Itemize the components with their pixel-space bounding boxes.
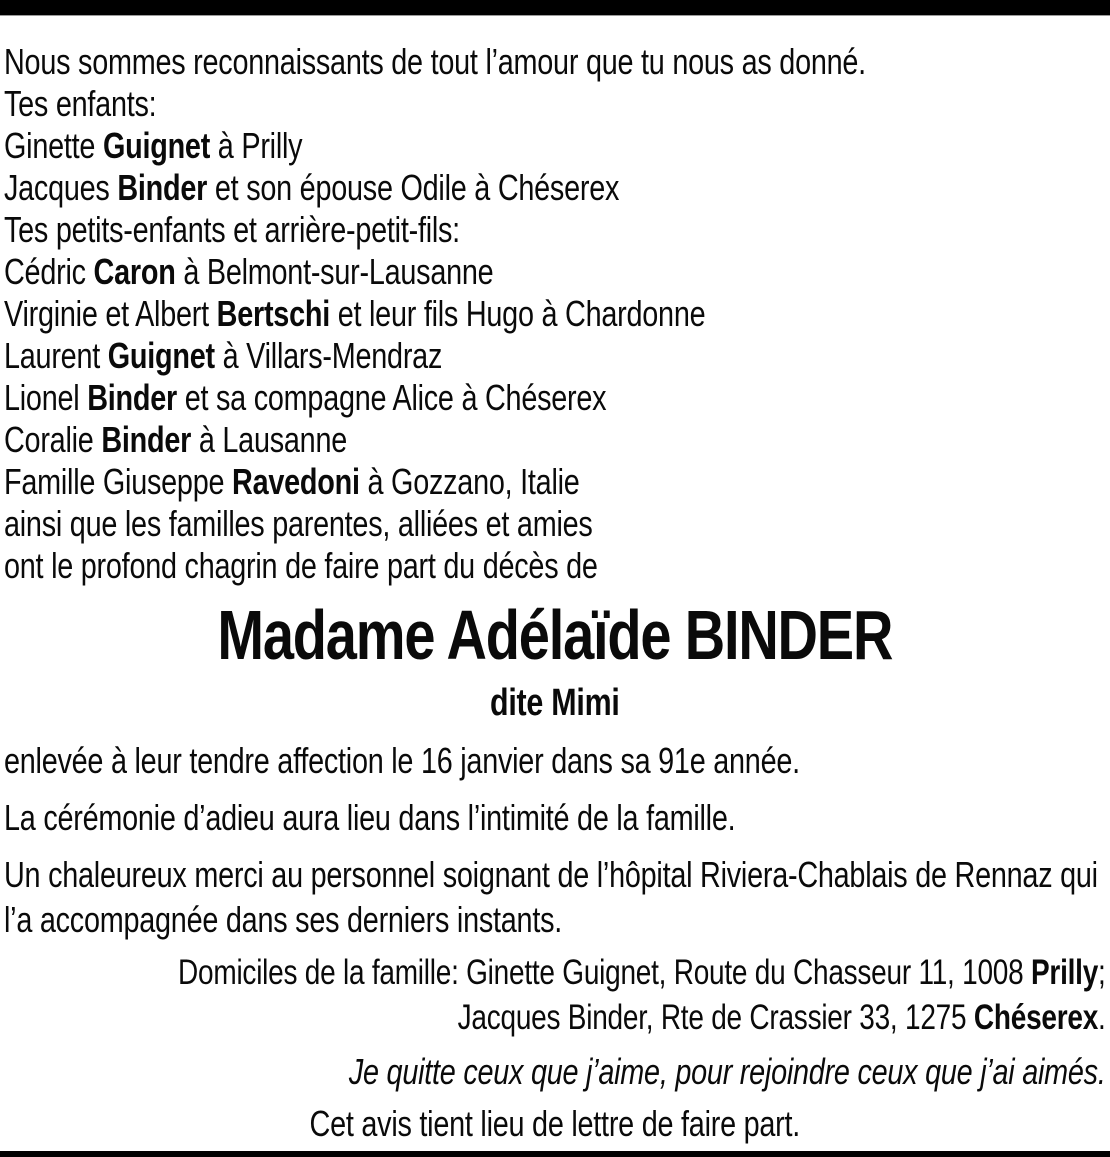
emphasized-name: Guignet	[102, 125, 211, 166]
text-segment: Domiciles de la famille: Ginette Guignet, Route du Chasseur 11, 1008	[178, 953, 1032, 992]
emphasized-name: Binder	[87, 377, 177, 418]
text-line	[4, 167, 1106, 209]
text-line	[4, 83, 1106, 125]
text-line	[4, 377, 1106, 419]
deceased-name-title: Madame Adélaïde BINDER	[217, 596, 893, 674]
memorial-quote: Je quitte ceux que j’aime, pour rejoindre ceux que j’ai aimés.	[348, 1051, 1106, 1092]
text-line	[4, 461, 1106, 503]
text-segment: Nous sommes reconnaissants de tout l’amour que tu nous as donné.	[4, 41, 866, 82]
text-segment: à Gozzano, Italie	[359, 461, 580, 502]
text-segment: Famille Giuseppe	[4, 461, 233, 502]
emphasized-name: Guignet	[107, 335, 215, 376]
emphasized-name: Binder	[117, 167, 208, 208]
text-line	[4, 545, 1106, 587]
text-line	[4, 293, 1106, 335]
emphasized-name: Binder	[101, 419, 192, 460]
emphasized-name: Prilly	[1031, 953, 1099, 992]
text-segment: à Prilly	[210, 125, 303, 166]
top-rule	[0, 0, 1110, 16]
text-segment: ;	[1098, 953, 1106, 992]
emphasized-name: Caron	[93, 251, 176, 292]
text-segment: à Villars-Mendraz	[214, 335, 443, 376]
family-addresses	[4, 950, 1106, 1040]
text-segment: .	[1098, 998, 1106, 1037]
text-segment: Laurent	[4, 335, 108, 376]
text-segment: ont le profond chagrin de faire part du décès de	[4, 545, 598, 586]
text-segment: et son épouse Odile à Chéserex	[207, 167, 620, 208]
text-segment: à Belmont-sur-Lausanne	[175, 251, 494, 292]
text-line	[4, 950, 1106, 995]
emphasized-name: Ravedoni	[232, 461, 360, 502]
text-segment: ainsi que les familles parentes, alliées et amies	[4, 503, 593, 544]
text-line	[4, 41, 1106, 83]
text-line	[4, 209, 1106, 251]
text-segment: Tes petits-enfants et arrière-petit-fils:	[4, 209, 460, 250]
text-line	[4, 251, 1106, 293]
text-segment: et sa compagne Alice à Chéserex	[176, 377, 607, 418]
text-segment: Lionel	[4, 377, 88, 418]
text-segment: Tes enfants:	[4, 83, 157, 124]
notice-content	[0, 15, 1110, 1146]
text-line	[4, 503, 1106, 545]
emphasized-name: Chéserex	[973, 998, 1099, 1037]
text-line	[4, 995, 1106, 1040]
thanks-message: Un chaleureux merci au personnel soignant de l’hôpital Riviera-Chablais de Rennaz qui l’a accompagnée dans ses derniers instants.	[4, 854, 1098, 940]
text-line	[4, 419, 1106, 461]
text-segment: Virginie et Albert	[4, 293, 217, 334]
ceremony-info: La cérémonie d’adieu aura lieu dans l’intimité de la famille.	[4, 797, 736, 838]
text-segment: Jacques	[4, 167, 118, 208]
text-segment: Coralie	[4, 419, 102, 460]
text-line	[4, 125, 1106, 167]
text-segment: Jacques Binder, Rte de Crassier 33, 1275	[457, 998, 974, 1037]
emphasized-name: Bertschi	[216, 293, 330, 334]
family-intro-lines	[4, 41, 1106, 587]
text-segment: à Lausanne	[191, 419, 348, 460]
nickname-subtitle: dite Mimi	[490, 682, 620, 724]
closing-line: Cet avis tient lieu de lettre de faire part.	[309, 1103, 801, 1144]
text-segment: Cédric	[4, 251, 94, 292]
death-announcement: enlevée à leur tendre affection le 16 janvier dans sa 91e année.	[4, 740, 800, 781]
text-segment: Ginette	[4, 125, 103, 166]
bottom-rule	[0, 1151, 1110, 1157]
text-line	[4, 335, 1106, 377]
text-segment: et leur fils Hugo à Chardonne	[329, 293, 706, 334]
